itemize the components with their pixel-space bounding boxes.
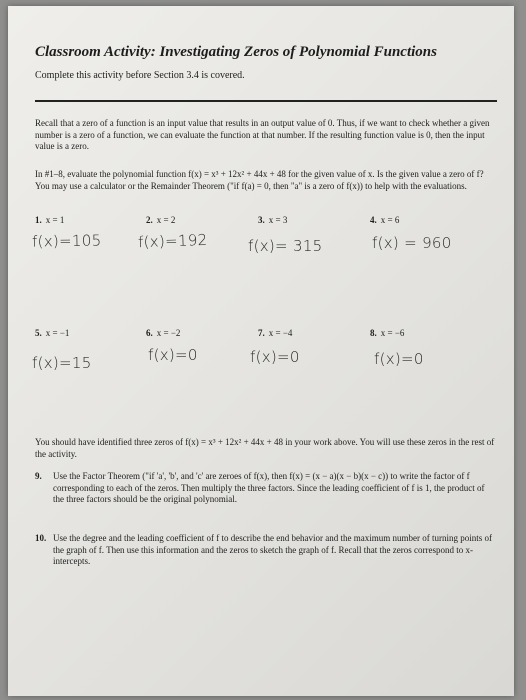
problem-4 — [370, 215, 399, 225]
problem-number: 1. — [35, 215, 42, 225]
problem-number: 3. — [258, 215, 265, 225]
problem-expression: x = −6 — [380, 328, 405, 338]
problem-7 — [258, 328, 292, 338]
zeros-note-paragraph: You should have identified three zeros of f(x) = x³ + 12x² + 44x + 48 in your work above. You will use these zeros in the rest of the activity. — [35, 437, 495, 459]
problem-number: 2. — [146, 215, 153, 225]
problem-expression: x = −4 — [268, 328, 293, 338]
answer-8: f(x)=0 — [374, 350, 424, 368]
question-text: Use the degree and the leading coefficient of f to describe the end behavior and the maximum number of turning points of the graph of f. Then use this information and the zeros to sketch the graph of f. Recall that the zeros correspond to x-intercepts. — [53, 533, 492, 566]
answer-5: f(x)=15 — [32, 354, 92, 372]
problem-6 — [146, 328, 180, 338]
question-number: 10. — [35, 533, 47, 543]
answer-3: f(x)= 315 — [248, 237, 323, 255]
problem-2 — [146, 215, 175, 225]
problem-8 — [370, 328, 404, 338]
answer-1: f(x)=105 — [31, 231, 102, 251]
page-title: Classroom Activity: Investigating Zeros of Polynomial Functions — [35, 44, 437, 60]
problem-expression: x = 2 — [156, 215, 176, 225]
question-number: 9. — [35, 471, 42, 481]
header-divider — [35, 100, 497, 102]
problem-expression: x = 3 — [268, 215, 288, 225]
problem-number: 6. — [146, 328, 153, 338]
intro-paragraph: Recall that a zero of a function is an input value that results in an output value of 0. Thus, if we want to check whether a given number is a zero of a function, we can evaluate the function at that number. If the resulting function value is 0, then the input value is a zero. — [35, 118, 490, 151]
problem-number: 7. — [258, 328, 265, 338]
problem-number: 8. — [370, 328, 377, 338]
instructions-paragraph: In #1–8, evaluate the polynomial function f(x) = x³ + 12x² + 44x + 48 for the given value of x. Is the given value a zero of f? You may use a calculator or the Remainder Theorem ("if f(a) = 0, then "a" is a zero of f(x)) to help with the evaluations. — [35, 169, 484, 191]
answer-6: f(x)=0 — [148, 346, 198, 364]
problem-expression: x = 1 — [45, 215, 65, 225]
question-text: Use the Factor Theorem ("if 'a', 'b', and 'c' are zeroes of f(x), then f(x) = (x − a)(x − b)(x − c)) to write the factor of f corresponding to each of the zeros. Then multiply the three factors. Since the leading coefficient of f is 1, the product of the three factors should be the original polynomial. — [53, 471, 485, 504]
page-subtitle: Complete this activity before Section 3.4 is covered. — [35, 70, 245, 81]
problem-expression: x = 6 — [380, 215, 400, 225]
problem-number: 5. — [35, 328, 42, 338]
problem-number: 4. — [370, 215, 377, 225]
answer-4: f(x) = 960 — [372, 234, 452, 252]
worksheet-page — [8, 6, 514, 696]
answer-2: f(x)=192 — [137, 230, 208, 252]
problem-expression: x = −1 — [45, 328, 70, 338]
answer-7: f(x)=0 — [250, 348, 300, 366]
problem-1 — [35, 215, 64, 225]
problem-3 — [258, 215, 287, 225]
problem-expression: x = −2 — [156, 328, 181, 338]
problem-5 — [35, 328, 69, 338]
